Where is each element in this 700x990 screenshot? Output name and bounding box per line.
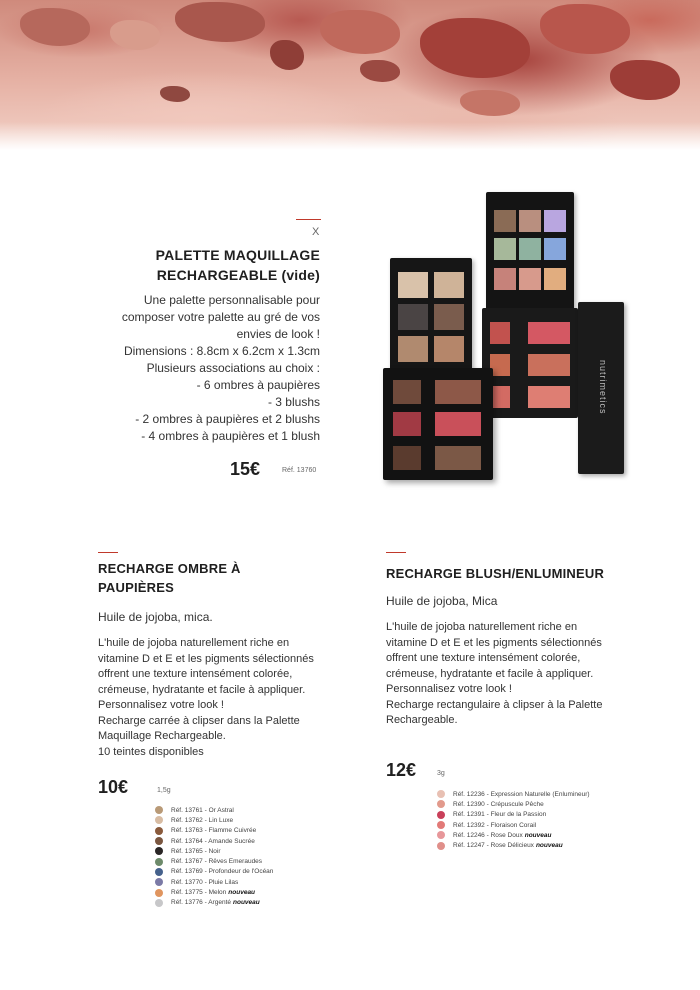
blush-accent-rule (386, 552, 406, 553)
palette-desc-line: composer votre palette au gré de vos (121, 310, 320, 324)
eyeshadow-body (98, 636, 348, 760)
eyeshadow-shade-label: Réf. 13769 - Profondeur de l'Océan (171, 868, 274, 876)
eyeshadow-body-line: offrent une texture intensément colorée, (98, 668, 293, 680)
blush-body-line: offrent une texture intensément colorée, (386, 652, 581, 664)
eyeshadow-body-line: Personnalisez votre look ! (98, 699, 224, 711)
eyeshadow-shade-label: Réf. 13775 - Melon (171, 889, 227, 897)
blush-body-line: L'huile de jojoba naturellement riche en (386, 621, 578, 633)
blush-shade-label: Réf. 12392 - Floraison Corail (453, 821, 537, 829)
eyeshadow-shade-label: Réf. 13763 - Flamme Cuivrée (171, 827, 257, 835)
palette-option: - 4 ombres à paupières et 1 blush (141, 429, 320, 443)
eyeshadow-shade-label: Réf. 13762 - Lin Luxe (171, 816, 234, 824)
eyeshadow-swatch-dot-icon (155, 847, 163, 855)
eyeshadow-body-line: crémeuse, hydratante et facile à appliquer. (98, 683, 306, 696)
blush-swatch-dot-icon (437, 842, 445, 850)
palette-ref: Réf. 13760 (282, 467, 317, 474)
eyeshadow-new-badge: nouveau (233, 899, 260, 907)
blush-swatch-dot-icon (437, 831, 445, 839)
palette-close-mark: X (312, 226, 320, 238)
eyeshadow-swatch-dot-icon (155, 806, 163, 814)
eyeshadow-swatch-dot-icon (155, 868, 163, 876)
palette-title (120, 245, 320, 285)
blush-shade-label: Réf. 12247 - Rose Délicieux (453, 842, 534, 850)
palette-desc-line: Plusieurs associations au choix : (146, 361, 320, 375)
palette-brand-mark: nutrimetics (598, 359, 608, 415)
eyeshadow-shade-item (155, 887, 273, 897)
eyeshadow-swatch-dot-icon (155, 899, 163, 907)
palette-title-line-2: RECHARGEABLE (vide) (156, 267, 320, 283)
eyeshadow-shade-item (155, 836, 273, 846)
blush-shade-list (437, 789, 590, 851)
blush-shade-label: Réf. 12391 - Fleur de la Passion (453, 811, 547, 819)
eyeshadow-shade-item (155, 867, 273, 877)
palette-option: - 3 blushs (267, 395, 320, 409)
blush-body-line: Personnalisez votre look ! (386, 683, 512, 695)
blush-shade-item (437, 789, 590, 799)
eyeshadow-swatch-dot-icon (155, 816, 163, 824)
eyeshadow-title-line-1: RECHARGE OMBRE À (98, 561, 241, 576)
blush-shade-label: Réf. 12246 - Rose Doux (453, 831, 523, 839)
eyeshadow-shade-list (155, 805, 273, 908)
eyeshadow-shade-item (155, 877, 273, 887)
eyeshadow-shade-label: Réf. 13767 - Rêves Emeraudes (171, 858, 263, 866)
palette-desc-line: Une palette personnalisable pour (143, 293, 320, 307)
eyeshadow-body-line: L'huile de jojoba naturellement riche en (98, 637, 290, 649)
eyeshadow-swatch-dot-icon (155, 837, 163, 845)
blush-swatch-dot-icon (437, 811, 445, 819)
eyeshadow-body-line: Maquillage Rechargeable. (98, 730, 226, 742)
blush-title: RECHARGE BLUSH/ENLUMINEUR (386, 566, 605, 581)
blush-shade-label: Réf. 12236 - Expression Naturelle (Enlumineur) (453, 790, 590, 798)
palette-option: - 2 ombres à paupières et 2 blushs (135, 412, 320, 426)
eyeshadow-shade-item (155, 805, 273, 815)
eyeshadow-body-line: vitamine D et E et les pigments sélectionnés (98, 652, 314, 665)
blush-shade-item (437, 820, 590, 830)
blush-body-line: crémeuse, hydratante et facile à appliquer. (386, 667, 594, 680)
blush-shade-item (437, 830, 590, 840)
eyeshadow-swatch-dot-icon (155, 858, 163, 866)
eyeshadow-swatch-dot-icon (155, 889, 163, 897)
blush-swatch-dot-icon (437, 790, 445, 798)
blush-body (386, 620, 646, 729)
eyeshadow-body-line: Recharge carrée à clipser dans la Palette (98, 714, 300, 727)
eyeshadow-new-badge: nouveau (228, 889, 256, 897)
eyeshadow-shade-item (155, 856, 273, 866)
eyeshadow-shade-item (155, 826, 273, 836)
eyeshadow-subtitle: Huile de jojoba, mica. (98, 610, 213, 624)
blush-new-badge: nouveau (535, 842, 563, 850)
blush-subtitle: Huile de jojoba, Mica (386, 594, 498, 608)
palette-title-line-1: PALETTE MAQUILLAGE (155, 247, 320, 263)
eyeshadow-weight: 1,5g (157, 787, 171, 794)
eyeshadow-shade-item (155, 846, 273, 856)
blush-body-line: Recharge rectangulaire à clipser à la Palette (386, 698, 603, 711)
palette-price: 15€ (230, 459, 261, 479)
blush-body-line: Rechargeable. (386, 714, 458, 726)
eyeshadow-swatch-dot-icon (155, 827, 163, 835)
eyeshadow-price: 10€ (98, 777, 129, 797)
blush-shade-item (437, 799, 590, 809)
eyeshadow-swatch-dot-icon (155, 878, 163, 886)
blush-weight: 3g (437, 770, 445, 777)
eyeshadow-shade-item (155, 898, 273, 908)
palette-option: - 6 ombres à paupières (196, 378, 320, 392)
eyeshadow-shade-label: Réf. 13764 - Amande Sucrée (171, 837, 255, 845)
eyeshadow-shade-item (155, 815, 273, 825)
eyeshadow-shade-label: Réf. 13765 - Noir (171, 847, 221, 855)
eyeshadow-title-line-2: PAUPIÈRES (98, 580, 174, 595)
blush-price: 12€ (386, 760, 417, 780)
blush-shade-label: Réf. 12390 - Crépuscule Pêche (453, 800, 544, 808)
eyeshadow-shade-label: Réf. 13776 - Argenté (171, 899, 231, 907)
blush-shade-item (437, 810, 590, 820)
hero-powder-banner (0, 0, 700, 150)
eyeshadow-accent-rule (98, 552, 118, 553)
palette-accent-rule (296, 219, 321, 220)
blush-swatch-dot-icon (437, 821, 445, 829)
palette-dimensions: Dimensions : 8.8cm x 6.2cm x 1.3cm (123, 344, 320, 358)
blush-swatch-dot-icon (437, 800, 445, 808)
palette-description (80, 292, 320, 445)
eyeshadow-shade-count: 10 teintes disponibles (98, 745, 204, 758)
eyeshadow-shade-label: Réf. 13761 - Or Astral (171, 806, 234, 814)
eyeshadow-shade-label: Réf. 13770 - Pluie Lilas (171, 878, 239, 886)
blush-new-badge: nouveau (524, 831, 552, 839)
palette-desc-line: envies de look ! (236, 327, 320, 341)
eyeshadow-title (98, 559, 318, 597)
blush-body-line: vitamine D et E et les pigments sélectionnés (386, 636, 602, 649)
blush-shade-item (437, 840, 590, 850)
